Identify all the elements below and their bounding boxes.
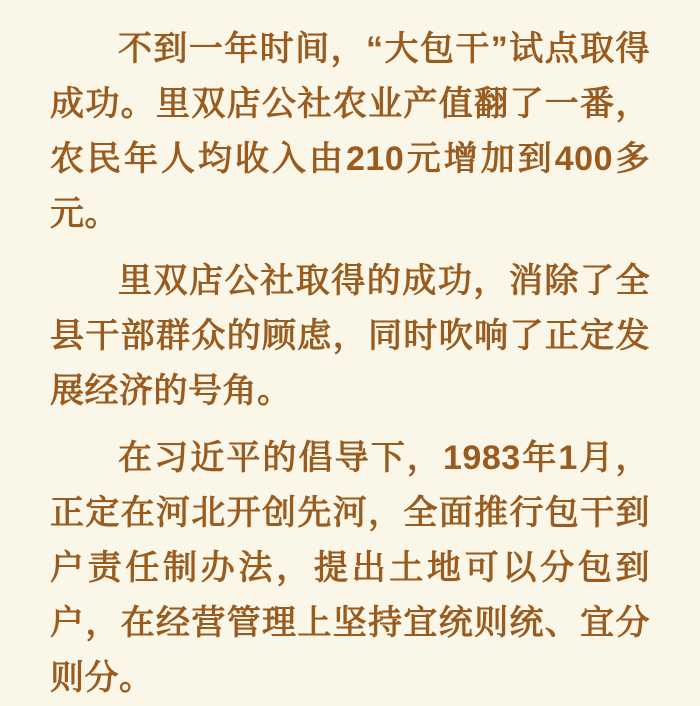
paragraph: 在习近平的倡导下，1983年1月，正定在河北开创先河，全面推行包干到户责任制办法，提出土地可以分包到户，在经营管理上坚持宜统则统、宜分则分。: [50, 439, 650, 697]
paragraph: 里双店公社取得的成功，消除了全县干部群众的顾虑，同时吹响了正定发展经济的号角。: [50, 262, 650, 410]
paragraph: 不到一年时间，“大包干”试点取得成功。里双店公社农业产值翻了一番，农民年人均收入由210元增加到400多元。: [50, 30, 650, 233]
